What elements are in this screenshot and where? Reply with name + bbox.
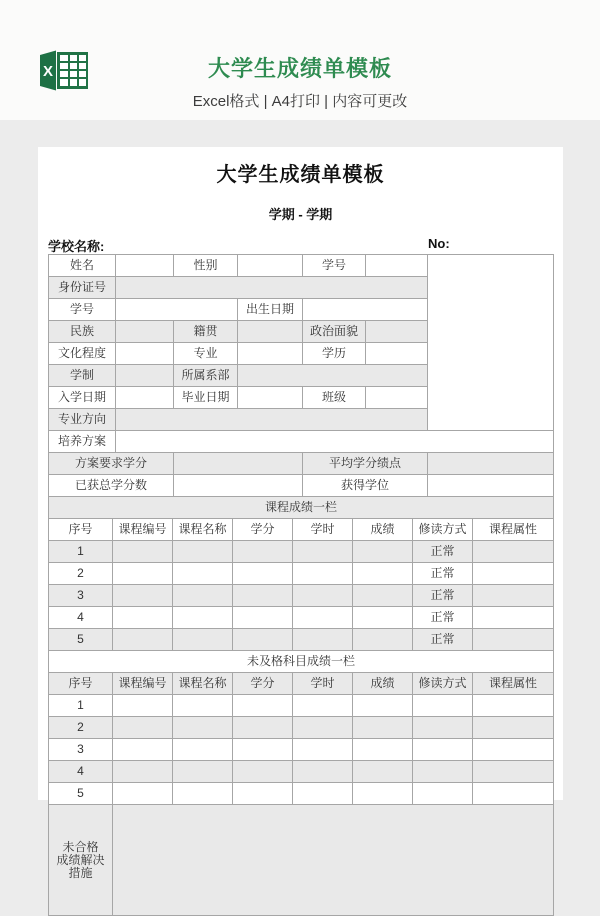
input-cell[interactable] <box>174 453 303 475</box>
input-cell[interactable] <box>473 761 554 783</box>
field-label-required-credits: 方案要求学分 <box>49 453 174 475</box>
input-cell[interactable] <box>173 563 233 585</box>
column-header-course-name: 课程名称 <box>173 519 233 541</box>
top-banner <box>0 0 600 120</box>
input-cell[interactable] <box>293 761 353 783</box>
semester-line: 学期 - 学期 <box>268 207 333 222</box>
field-label-name: 姓名 <box>49 255 116 277</box>
input-cell[interactable] <box>293 607 353 629</box>
input-cell[interactable] <box>173 761 233 783</box>
column-header-hours: 学时 <box>293 673 353 695</box>
input-cell[interactable] <box>238 365 428 387</box>
column-header-seq: 序号 <box>49 673 113 695</box>
input-cell[interactable] <box>293 717 353 739</box>
row-number: 4 <box>49 607 113 629</box>
input-cell[interactable] <box>113 739 173 761</box>
field-label-political-status: 政治面貌 <box>303 321 366 343</box>
field-label-schooling-length: 学制 <box>49 365 116 387</box>
input-cell[interactable] <box>233 739 293 761</box>
input-cell[interactable] <box>353 629 413 651</box>
input-cell[interactable] <box>413 695 473 717</box>
student-info-table <box>48 254 554 519</box>
input-cell[interactable] <box>173 629 233 651</box>
field-label-enroll-date: 入学日期 <box>49 387 116 409</box>
input-cell[interactable] <box>473 739 554 761</box>
photo-cell[interactable] <box>428 255 554 431</box>
column-header-course-no: 课程编号 <box>113 673 173 695</box>
study-mode-cell[interactable]: 正常 <box>413 541 473 563</box>
input-cell[interactable] <box>353 585 413 607</box>
input-cell[interactable] <box>428 453 554 475</box>
input-cell[interactable] <box>116 321 174 343</box>
input-cell[interactable] <box>473 783 554 805</box>
table-row <box>49 453 554 475</box>
input-cell[interactable] <box>116 255 174 277</box>
input-cell[interactable] <box>113 629 173 651</box>
course-row <box>49 585 554 607</box>
column-header-course-attr: 课程属性 <box>473 519 554 541</box>
table-row <box>49 497 554 519</box>
input-cell[interactable] <box>173 585 233 607</box>
input-cell[interactable] <box>113 607 173 629</box>
input-cell[interactable] <box>233 563 293 585</box>
input-cell[interactable] <box>173 695 233 717</box>
input-cell[interactable] <box>353 607 413 629</box>
remediation-input-area[interactable] <box>113 805 554 916</box>
input-cell[interactable] <box>293 783 353 805</box>
section-title-failed-courses: 未及格科目成绩一栏 <box>49 651 554 673</box>
svg-text:X: X <box>42 63 54 80</box>
input-cell[interactable] <box>413 717 473 739</box>
input-cell[interactable] <box>238 387 303 409</box>
input-cell[interactable] <box>353 695 413 717</box>
field-label-graduate-date: 毕业日期 <box>174 387 238 409</box>
input-cell[interactable] <box>366 343 428 365</box>
input-cell[interactable] <box>116 365 174 387</box>
input-cell[interactable] <box>353 541 413 563</box>
input-cell[interactable] <box>293 629 353 651</box>
course-row <box>49 629 554 651</box>
no-label: No: <box>428 236 450 251</box>
column-header-score: 成绩 <box>353 519 413 541</box>
input-cell[interactable] <box>353 563 413 585</box>
field-label-birth-date: 出生日期 <box>238 299 303 321</box>
column-header-score: 成绩 <box>353 673 413 695</box>
column-header-hours: 学时 <box>293 519 353 541</box>
input-cell[interactable] <box>413 783 473 805</box>
study-mode-cell[interactable]: 正常 <box>413 629 473 651</box>
input-cell[interactable] <box>116 409 428 431</box>
column-header-seq: 序号 <box>49 519 113 541</box>
document-preview <box>38 147 563 880</box>
input-cell[interactable] <box>174 475 303 497</box>
column-header-credits: 学分 <box>233 519 293 541</box>
input-cell[interactable] <box>173 607 233 629</box>
failed-header-row <box>49 673 554 695</box>
input-cell[interactable] <box>233 783 293 805</box>
field-label-major: 专业 <box>174 343 238 365</box>
input-cell[interactable] <box>233 629 293 651</box>
input-cell[interactable] <box>113 585 173 607</box>
input-cell[interactable] <box>293 585 353 607</box>
banner-title: 大学生成绩单模板 <box>207 56 392 81</box>
document-title: 大学生成绩单模板 <box>216 164 385 186</box>
course-row <box>49 607 554 629</box>
row-number: 1 <box>49 541 113 563</box>
table-row <box>49 475 554 497</box>
study-mode-cell[interactable]: 正常 <box>413 607 473 629</box>
row-number: 3 <box>49 585 113 607</box>
column-header-credits: 学分 <box>233 673 293 695</box>
input-cell[interactable] <box>113 563 173 585</box>
input-cell[interactable] <box>353 717 413 739</box>
field-label-degree: 获得学位 <box>303 475 428 497</box>
input-cell[interactable] <box>473 695 554 717</box>
input-cell[interactable] <box>353 783 413 805</box>
input-cell[interactable] <box>366 255 428 277</box>
input-cell[interactable] <box>428 475 554 497</box>
input-cell[interactable] <box>303 299 428 321</box>
failed-row <box>49 717 554 739</box>
field-label-native-place: 籍贯 <box>174 321 238 343</box>
input-cell[interactable] <box>116 431 554 453</box>
table-row <box>49 255 554 277</box>
remediation-row <box>49 805 554 916</box>
input-cell[interactable] <box>293 695 353 717</box>
input-cell[interactable] <box>173 783 233 805</box>
row-number: 3 <box>49 739 113 761</box>
column-header-course-attr: 课程属性 <box>473 673 554 695</box>
input-cell[interactable] <box>233 695 293 717</box>
input-cell[interactable] <box>293 739 353 761</box>
column-header-study-mode: 修读方式 <box>413 673 473 695</box>
row-number: 4 <box>49 761 113 783</box>
input-cell[interactable] <box>113 695 173 717</box>
input-cell[interactable] <box>173 739 233 761</box>
table-row <box>49 431 554 453</box>
input-cell[interactable] <box>353 739 413 761</box>
table-row <box>49 651 554 673</box>
input-cell[interactable] <box>473 717 554 739</box>
field-label-training-plan: 培养方案 <box>49 431 116 453</box>
failed-row <box>49 739 554 761</box>
row-number: 1 <box>49 695 113 717</box>
input-cell[interactable] <box>233 541 293 563</box>
row-number: 5 <box>49 783 113 805</box>
field-label-department: 所属系部 <box>174 365 238 387</box>
remediation-label: 未合格 成绩解决 措施 <box>49 805 113 916</box>
input-cell[interactable] <box>473 585 554 607</box>
school-name-label: 学校名称: <box>48 239 105 254</box>
input-cell[interactable] <box>116 387 174 409</box>
field-label-student-no2: 学号 <box>49 299 116 321</box>
row-number: 2 <box>49 717 113 739</box>
field-label-gpa: 平均学分绩点 <box>303 453 428 475</box>
banner-subtitle: Excel格式 | A4打印 | 内容可更改 <box>192 93 408 110</box>
input-cell[interactable] <box>366 387 428 409</box>
field-label-ethnicity: 民族 <box>49 321 116 343</box>
field-label-gender: 性别 <box>174 255 238 277</box>
input-cell[interactable] <box>173 541 233 563</box>
input-cell[interactable] <box>113 783 173 805</box>
failed-row <box>49 783 554 805</box>
input-cell[interactable] <box>238 255 303 277</box>
input-cell[interactable] <box>233 717 293 739</box>
input-cell[interactable] <box>173 717 233 739</box>
input-cell[interactable] <box>116 343 174 365</box>
input-cell[interactable] <box>233 585 293 607</box>
section-title-courses: 课程成绩一栏 <box>49 497 554 519</box>
input-cell[interactable] <box>113 541 173 563</box>
failed-row <box>49 761 554 783</box>
column-header-study-mode: 修读方式 <box>413 519 473 541</box>
input-cell[interactable] <box>238 343 303 365</box>
input-cell[interactable] <box>293 541 353 563</box>
input-cell[interactable] <box>116 277 428 299</box>
input-cell[interactable] <box>473 563 554 585</box>
input-cell[interactable] <box>113 717 173 739</box>
row-number: 5 <box>49 629 113 651</box>
input-cell[interactable] <box>413 739 473 761</box>
course-grades-table <box>48 518 554 916</box>
column-header-course-no: 课程编号 <box>113 519 173 541</box>
input-cell[interactable] <box>353 761 413 783</box>
input-cell[interactable] <box>113 761 173 783</box>
field-label-major-direction: 专业方向 <box>49 409 116 431</box>
input-cell[interactable] <box>473 629 554 651</box>
row-number: 2 <box>49 563 113 585</box>
input-cell[interactable] <box>116 299 238 321</box>
input-cell[interactable] <box>473 541 554 563</box>
field-label-degree-level: 学历 <box>303 343 366 365</box>
input-cell[interactable] <box>366 321 428 343</box>
field-label-class: 班级 <box>303 387 366 409</box>
field-label-id-card: 身份证号 <box>49 277 116 299</box>
failed-row <box>49 695 554 717</box>
study-mode-cell[interactable]: 正常 <box>413 585 473 607</box>
input-cell[interactable] <box>233 761 293 783</box>
input-cell[interactable] <box>473 607 554 629</box>
column-header-course-name: 课程名称 <box>173 673 233 695</box>
input-cell[interactable] <box>238 321 303 343</box>
study-mode-cell[interactable]: 正常 <box>413 563 473 585</box>
field-label-earned-credits: 已获总学分数 <box>49 475 174 497</box>
input-cell[interactable] <box>293 563 353 585</box>
course-row <box>49 563 554 585</box>
field-label-education-level: 文化程度 <box>49 343 116 365</box>
input-cell[interactable] <box>233 607 293 629</box>
course-header-row <box>49 519 554 541</box>
field-label-student-no: 学号 <box>303 255 366 277</box>
course-row <box>49 541 554 563</box>
input-cell[interactable] <box>413 761 473 783</box>
